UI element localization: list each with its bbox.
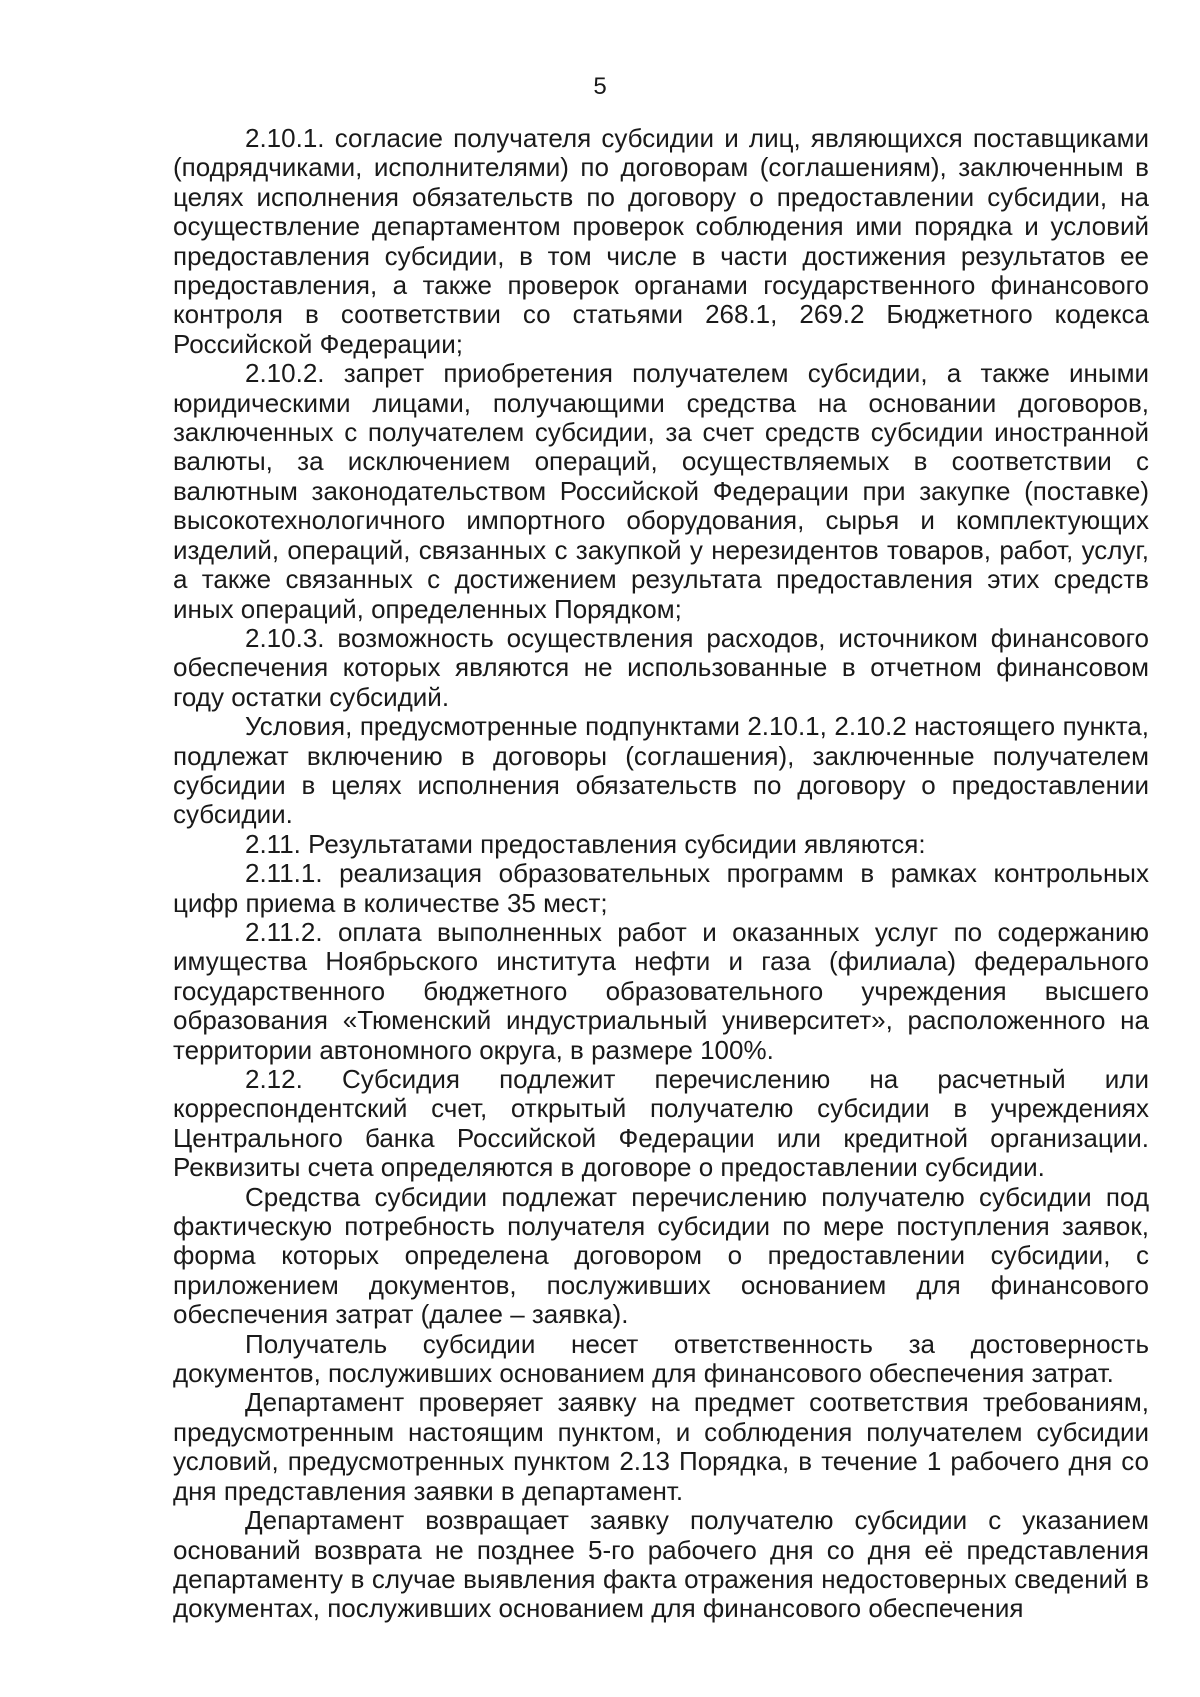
document-body <box>173 124 1149 1624</box>
paragraph-department-check: Департамент проверяет заявку на предмет соответствия требованиям, предусмотренным настоящим пунктом, и соблюдения получателем субсидии условий, предусмотренных пунктом 2.13 Порядка, в течение 1 рабочего дня со дня представления заявки в департамент. <box>173 1387 1149 1506</box>
paragraph-responsibility: Получатель субсидии несет ответственность за достоверность документов, послуживших основанием для финансового обеспечения затрат. <box>173 1328 1149 1389</box>
paragraph-department-return: Департамент возвращает заявку получателю субсидии с указанием оснований возврата не позднее 5-го рабочего дня со дня её представления департаменту в случае выявления факта отражения недостоверных сведений в документах, послуживших основанием для финансового обеспечения <box>173 1505 1149 1624</box>
paragraph-2-10-3: 2.10.3. возможность осуществления расходов, источником финансового обеспечения которых являются не использованные в отчетном финансовом году остатки субсидий. <box>173 622 1149 712</box>
paragraph-funds-transfer: Средства субсидии подлежат перечислению получателю субсидии под фактическую потребность получателя субсидии по мере поступления заявок, форма которых определена договором о предоставлении субсидии, с приложением документов, послуживших основанием для финансового обеспечения затрат (далее – заявка). <box>173 1181 1149 1330</box>
paragraph-conditions: Условия, предусмотренные подпунктами 2.10.1, 2.10.2 настоящего пункта, подлежат включению в договоры (соглашения), заключенные получателем субсидии в целях исполнения обязательств по договору о предоставлении субсидии. <box>173 711 1149 830</box>
paragraph-2-10-1: 2.10.1. согласие получателя субсидии и лиц, являющихся поставщиками (подрядчиками, исполнителями) по договорам (соглашениям), заключенным в целях исполнения обязательств по договору о предоставлении субсидии, на осуществление департаментом проверок соблюдения ими порядка и условий предоставления субсидии, в том числе в части достижения результатов ее предоставления, а также проверок органами государственного финансового контроля в соответствии со статьями 268.1, 269.2 Бюджетного кодекса Российской Федерации; <box>173 123 1149 359</box>
paragraph-2-12: 2.12. Субсидия подлежит перечислению на расчетный или корреспондентский счет, открытый получателю субсидии в учреждениях Центрального банка Российской Федерации или кредитной организации. Реквизиты счета определяются в договоре о предоставлении субсидии. <box>173 1064 1149 1183</box>
page-number: 5 <box>593 73 607 100</box>
paragraph-2-11-2: 2.11.2. оплата выполненных работ и оказанных услуг по содержанию имущества Ноябрьского института нефти и газа (филиала) федерального государственного бюджетного образовательного учреждения высшего образования «Тюменский индустриальный университет», расположенного на территории автономного округа, в размере 100%. <box>173 916 1149 1065</box>
paragraph-2-10-2: 2.10.2. запрет приобретения получателем субсидии, а также иными юридическими лицами, получающими средства на основании договоров, заключенных с получателем субсидии, за счет средств субсидии иностранной валюты, за исключением операций, осуществляемых в соответствии с валютным законодательством Российской Федерации при закупке (поставке) высокотехнологичного импортного оборудования, сырья и комплектующих изделий, операций, связанных с закупкой у нерезидентов товаров, работ, услуг, а также связанных с достижением результата предоставления этих средств иных операций, определенных Порядком; <box>173 358 1149 624</box>
paragraph-2-11-1: 2.11.1. реализация образовательных программ в рамках контрольных цифр приема в количестве 35 мест; <box>173 858 1149 918</box>
paragraph-2-11: 2.11. Результатами предоставления субсидии являются: <box>245 828 926 859</box>
